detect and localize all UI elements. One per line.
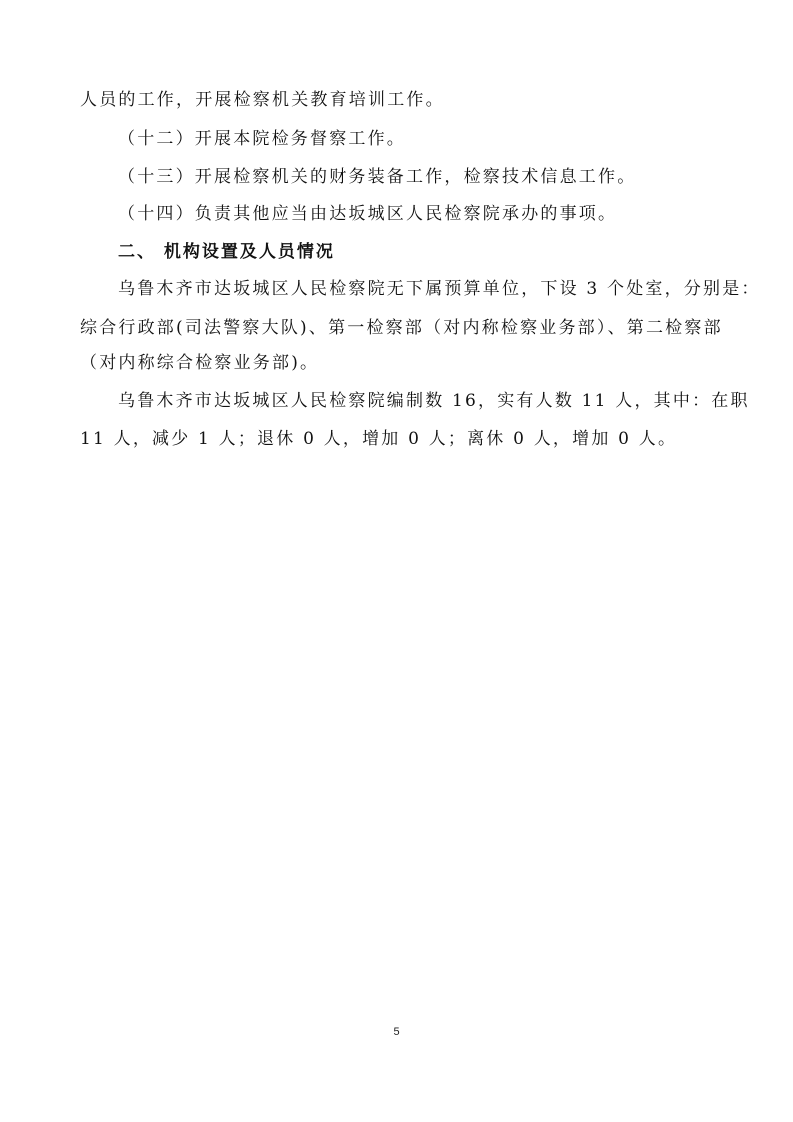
section-heading: 二、 机构设置及人员情况: [118, 242, 335, 262]
list-item-fourteen: （十四）负责其他应当由达坂城区人民检察院承办的事项。: [118, 204, 618, 224]
paragraph-line-5: 乌鲁木齐市达坂城区人民检察院编制数 16，实有人数 11 人，其中：在职: [118, 391, 750, 411]
page-number: 5: [393, 1026, 400, 1038]
list-item-thirteen: （十三）开展检察机关的财务装备工作，检察技术信息工作。: [118, 167, 637, 187]
list-item-twelve: （十二）开展本院检务督察工作。: [118, 129, 406, 149]
paragraph-line-2: 乌鲁木齐市达坂城区人民检察院无下属预算单位，下设 3 个处室，分别是：: [118, 279, 761, 299]
paragraph-line-3: 综合行政部(司法警察大队)、第一检察部（对内称检察业务部）、第二检察部: [80, 318, 723, 338]
paragraph-line-6: 11 人，减少 1 人；退休 0 人，增加 0 人；离休 0 人，增加 0 人。: [80, 429, 678, 449]
paragraph-line-4: （对内称综合检察业务部)。: [80, 353, 320, 373]
paragraph-line-1: 人员的工作，开展检察机关教育培训工作。: [80, 90, 445, 110]
